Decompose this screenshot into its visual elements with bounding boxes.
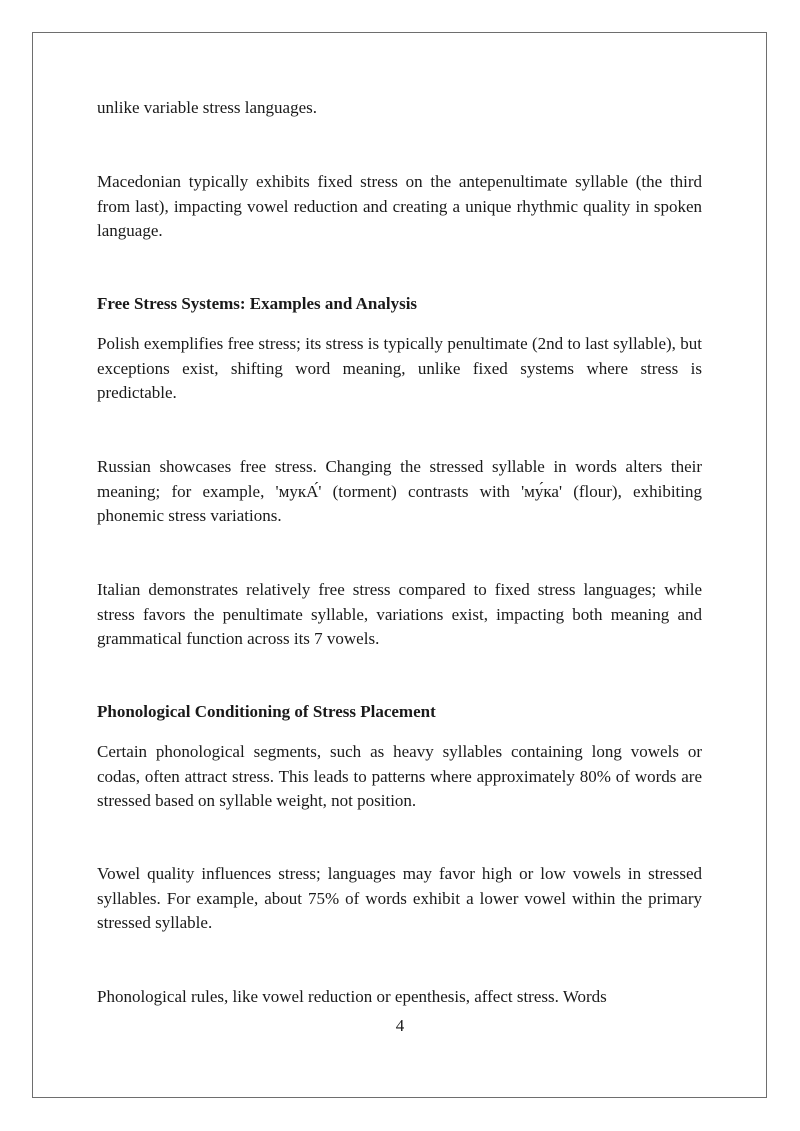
heading-free-stress-systems: Free Stress Systems: Examples and Analysis — [97, 294, 418, 313]
paragraph-vowel-quality: Vowel quality influences stress; languages may favor high or low vowels in stressed syllables. For example, about 75% of words exhibit a lower vowel within the primary stressed syllable. — [97, 864, 702, 932]
paragraph-polish: Polish exemplifies free stress; its stress is typically penultimate (2nd to last syllable), but exceptions exist, shifting word meaning, unlike fixed systems where stress is predictable. — [97, 334, 702, 402]
paragraph-russian: Russian showcases free stress. Changing the stressed syllable in words alters their meaning; for example, 'мукА́' (torment) contrasts with 'му́ка' (flour), exhibiting phonemic stress variations. — [97, 457, 702, 525]
heading-phonological-conditioning: Phonological Conditioning of Stress Placement — [97, 702, 436, 721]
paragraph-phonological-rules: Phonological rules, like vowel reduction or epenthesis, affect stress. Words — [97, 987, 607, 1006]
paragraph-italian: Italian demonstrates relatively free stress compared to fixed stress languages; while stress favors the penultimate syllable, variations exist, impacting both meaning and grammatical function across its 7 vowels. — [97, 580, 702, 648]
paragraph-heavy-syllables: Certain phonological segments, such as heavy syllables containing long vowels or codas, often attract stress. This leads to patterns where approximately 80% of words are stressed based on syllable weight, not position. — [97, 742, 702, 810]
paragraph-macedonian: Macedonian typically exhibits fixed stress on the antepenultimate syllable (the third from last), impacting vowel reduction and creating a unique rhythmic quality in spoken language. — [97, 172, 702, 240]
paragraph-variable-stress-end: unlike variable stress languages. — [97, 98, 317, 117]
page-number: 4 — [395, 1016, 405, 1035]
